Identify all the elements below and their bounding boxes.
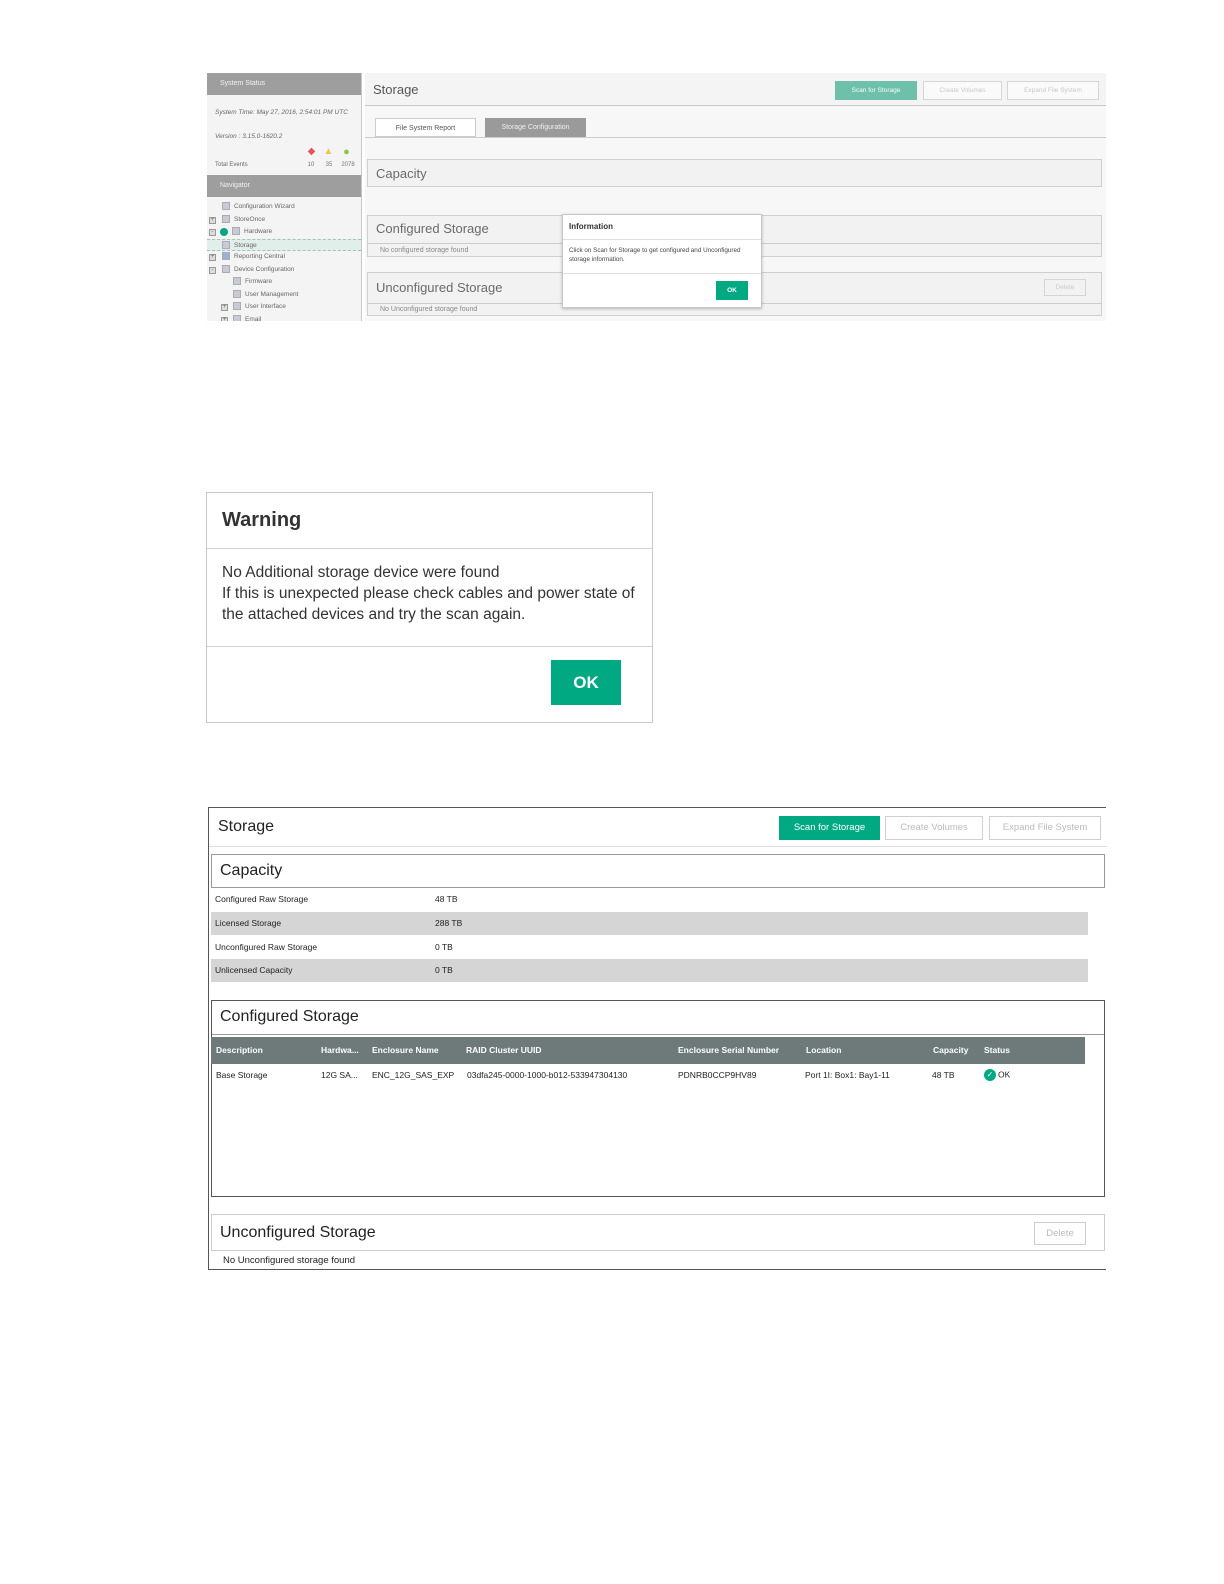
dialog-title: Information <box>569 222 613 231</box>
capacity-section <box>211 854 1105 888</box>
capacity-row <box>211 959 1088 982</box>
navigator-header: Navigator <box>207 175 361 197</box>
warning-line-2: If this is unexpected please check cables and power state of the attached devices and try the scan again. <box>222 585 635 623</box>
warning-dialog <box>206 492 653 723</box>
configured-empty-text: No configured storage found <box>380 247 469 254</box>
column-header[interactable]: Enclosure Serial Number <box>678 1045 780 1055</box>
nav-storage[interactable]: Storage <box>207 239 361 252</box>
capacity-label: Unlicensed Capacity <box>215 965 293 975</box>
total-events-label: Total Events <box>215 162 248 168</box>
information-dialog <box>562 214 762 308</box>
delete-button[interactable]: Delete <box>1044 279 1086 296</box>
nav-user-interface[interactable]: + User Interface <box>222 303 286 310</box>
configured-storage-section <box>211 1000 1105 1197</box>
delete-button[interactable]: Delete <box>1034 1222 1086 1245</box>
capacity-value: 288 TB <box>435 918 463 928</box>
wizard-icon <box>222 202 230 210</box>
expand-icon[interactable]: + <box>222 304 227 310</box>
storage-screenshot-result <box>208 807 1106 1270</box>
unconfigured-storage-section <box>211 1214 1105 1251</box>
unconfigured-storage-title: Unconfigured Storage <box>376 280 503 295</box>
nav-user-management[interactable]: User Management <box>207 289 361 302</box>
page-title: Storage <box>218 818 275 835</box>
user-icon <box>233 290 241 298</box>
warning-message <box>222 562 637 625</box>
section-divider <box>212 1034 1104 1035</box>
expand-icon[interactable]: + <box>221 317 228 322</box>
unconfigured-storage-title: Unconfigured Storage <box>220 1224 376 1241</box>
system-time: System Time: May 27, 2016, 2:54:01 PM UTC <box>215 109 348 116</box>
nav-email[interactable]: + Email <box>207 314 361 322</box>
dialog-message: Click on Scan for Storage to get configured and Unconfigured storage information. <box>569 247 741 263</box>
scan-for-storage-button[interactable]: Scan for Storage <box>779 816 880 840</box>
expand-icon[interactable]: + <box>210 254 215 260</box>
configured-storage-title: Configured Storage <box>220 1008 359 1025</box>
title-bar <box>209 808 1107 847</box>
configured-storage-table-header <box>211 1037 1085 1064</box>
capacity-value: 0 TB <box>435 942 453 952</box>
dialog-divider <box>563 273 761 274</box>
collapse-icon[interactable]: - <box>209 267 216 274</box>
cell-serial[interactable]: PDNRB0CCP9HV89 <box>678 1070 757 1080</box>
warning-icon: ▲ <box>323 146 334 157</box>
warning-line-1: No Additional storage device were found <box>222 564 500 581</box>
system-status-header: System Status <box>207 73 361 95</box>
capacity-label: Unconfigured Raw Storage <box>215 942 318 952</box>
navigator-tree <box>207 197 361 321</box>
warning-count: 35 <box>325 162 333 168</box>
cell-description[interactable]: Base Storage <box>216 1070 268 1080</box>
column-header[interactable]: RAID Cluster UUID <box>466 1045 542 1055</box>
warning-ok-button[interactable]: OK <box>551 660 621 705</box>
warning-divider <box>207 548 652 549</box>
column-header[interactable]: Capacity <box>933 1045 969 1055</box>
info-count: 2078 <box>341 162 355 168</box>
hardware-icon <box>232 227 240 235</box>
chart-icon <box>222 252 230 260</box>
nav-hardware[interactable]: - Hardware <box>207 226 361 239</box>
tab-storage-configuration[interactable]: Storage Configuration <box>485 118 586 137</box>
info-icon: ● <box>343 146 350 158</box>
cell-location[interactable]: Port 1I: Box1: Bay1-11 <box>805 1070 890 1080</box>
nav-firmware[interactable]: Firmware <box>207 276 361 289</box>
column-header[interactable]: Hardwa... <box>321 1045 359 1055</box>
critical-icon: ◆ <box>307 146 316 157</box>
storage-icon <box>222 241 230 249</box>
column-header[interactable]: Enclosure Name <box>372 1045 439 1055</box>
collapse-icon[interactable]: - <box>209 229 216 236</box>
capacity-row <box>211 888 1088 911</box>
capacity-row <box>211 912 1088 935</box>
nav-configuration-wizard[interactable]: Configuration Wizard <box>207 201 361 214</box>
title-bar <box>365 73 1106 106</box>
configured-storage-title: Configured Storage <box>376 221 489 236</box>
tab-divider <box>365 137 1106 138</box>
left-sidebar <box>207 73 362 321</box>
column-header[interactable]: Status <box>984 1045 1010 1055</box>
cell-raid-uuid[interactable]: 03dfa245-0000-1000-b012-533947304130 <box>467 1070 628 1080</box>
column-header[interactable]: Location <box>806 1045 842 1055</box>
storeonce-icon <box>222 215 230 223</box>
capacity-label: Configured Raw Storage <box>215 894 309 904</box>
expand-file-system-button[interactable]: Expand File System <box>1007 81 1099 100</box>
capacity-value: 0 TB <box>435 965 453 975</box>
page-title: Storage <box>373 82 419 97</box>
cell-status[interactable] <box>984 1069 1010 1081</box>
capacity-panel <box>367 159 1102 187</box>
gear-icon <box>222 265 230 273</box>
scan-for-storage-button[interactable]: Scan for Storage <box>835 81 917 100</box>
unconfigured-empty-text: No Unconfigured storage found <box>223 1255 356 1266</box>
check-icon: ✓ <box>984 1069 996 1081</box>
dialog-ok-button[interactable]: OK <box>716 281 748 300</box>
expand-icon[interactable]: + <box>210 216 215 223</box>
status-ok-icon <box>220 228 228 236</box>
tab-file-system-report[interactable]: File System Report <box>375 118 476 137</box>
create-volumes-button[interactable]: Create Volumes <box>885 816 983 840</box>
capacity-label: Licensed Storage <box>215 918 282 928</box>
firmware-icon <box>233 277 241 285</box>
capacity-title: Capacity <box>220 862 283 879</box>
capacity-value: 48 TB <box>435 894 458 904</box>
warning-divider <box>207 646 652 647</box>
warning-title: Warning <box>222 509 302 531</box>
system-status-panel <box>207 95 361 175</box>
cell-enclosure-name[interactable]: ENC_12G_SAS_EXP <box>372 1070 455 1080</box>
unconfigured-empty-text: No Unconfigured storage found <box>380 306 478 313</box>
nav-device-configuration[interactable]: - Device Configuration <box>207 264 361 277</box>
storage-screenshot-initial <box>207 73 1106 321</box>
cell-hardware[interactable]: 12G SA... <box>321 1070 358 1080</box>
nav-reporting-central[interactable]: + Reporting Central <box>210 253 285 260</box>
capacity-title: Capacity <box>376 166 427 181</box>
status-text: OK <box>998 1069 1011 1080</box>
email-icon <box>233 315 241 321</box>
column-header[interactable]: Description <box>216 1045 263 1055</box>
dialog-divider <box>563 239 761 240</box>
expand-file-system-button[interactable]: Expand File System <box>989 816 1101 840</box>
cell-capacity[interactable]: 48 TB <box>932 1070 955 1080</box>
capacity-row <box>211 936 1088 959</box>
critical-count: 10 <box>307 162 315 168</box>
version-label: Version : 3.15.0-1620.2 <box>215 133 283 140</box>
create-volumes-button[interactable]: Create Volumes <box>923 81 1002 100</box>
nav-storeonce[interactable]: + StoreOnce <box>210 215 266 223</box>
window-icon <box>233 302 241 310</box>
